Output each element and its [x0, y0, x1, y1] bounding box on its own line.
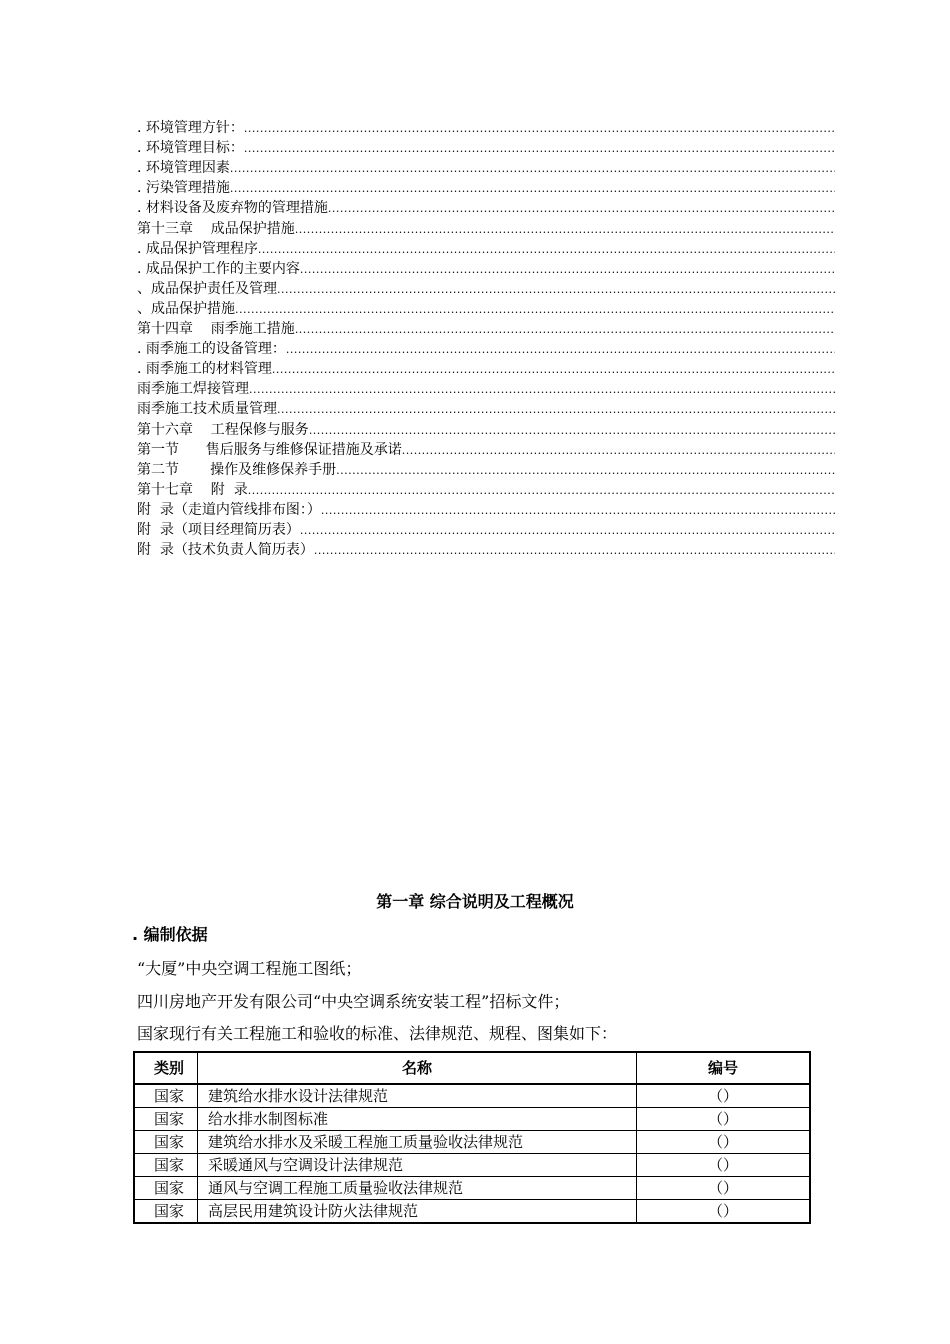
toc-entry-text: . 雨季施工的材料管理: [137, 361, 272, 378]
toc-leader-dots: [309, 422, 835, 440]
toc-entry-text: . 污染管理措施: [137, 180, 230, 197]
toc-entry[interactable]: [137, 218, 835, 238]
cell-category: 国家: [134, 1084, 198, 1108]
toc-leader-dots: [321, 502, 835, 520]
cell-name: 通风与空调工程施工质量验收法律规范: [198, 1177, 637, 1200]
toc-leader-dots: [295, 321, 835, 339]
paragraph-tender-document: 四川房地产开发有限公司“中央空调系统安装工程”招标文件；: [137, 992, 570, 1011]
cell-category: 国家: [134, 1108, 198, 1131]
toc-entry-text: . 环境管理方针：: [137, 120, 244, 137]
table-row: [134, 1200, 810, 1224]
table-row: [134, 1084, 810, 1108]
toc-leader-dots: [300, 522, 835, 540]
toc-entry[interactable]: [137, 118, 835, 138]
cell-category: 国家: [134, 1154, 198, 1177]
toc-entry-text: 第十四章 雨季施工措施: [137, 321, 295, 338]
paragraph-drawings: “大厦”中央空调工程施工图纸；: [137, 959, 362, 978]
table-of-contents: [137, 118, 835, 560]
cell-name: 高层民用建筑设计防火法律规范: [198, 1200, 637, 1224]
toc-entry-text: . 材料设备及废弃物的管理措施: [137, 200, 328, 217]
toc-entry[interactable]: [137, 359, 835, 379]
toc-leader-dots: [336, 462, 835, 480]
toc-leader-dots: [258, 241, 835, 259]
toc-leader-dots: [314, 542, 835, 560]
toc-entry-text: . 成品保护工作的主要内容: [137, 260, 300, 277]
toc-entry[interactable]: [137, 138, 835, 158]
toc-entry[interactable]: [137, 379, 835, 399]
standards-table: [133, 1051, 811, 1224]
toc-entry[interactable]: [137, 480, 835, 500]
toc-entry-text: . 成品保护管理程序: [137, 240, 258, 257]
toc-entry-text: 雨季施工焊接管理: [137, 381, 249, 398]
cell-number: （）: [637, 1131, 811, 1154]
toc-leader-dots: [244, 140, 835, 158]
toc-leader-dots: [295, 221, 835, 239]
table-header-row: [134, 1052, 810, 1084]
cell-name: 建筑给水排水及采暖工程施工质量验收法律规范: [198, 1131, 637, 1154]
column-header-category: 类别: [134, 1052, 198, 1084]
toc-leader-dots: [272, 361, 835, 379]
cell-name: 给水排水制图标准: [198, 1108, 637, 1131]
toc-entry[interactable]: [137, 419, 835, 439]
chapter-title: 第一章 综合说明及工程概况: [376, 892, 574, 911]
toc-leader-dots: [248, 482, 835, 500]
cell-category: 国家: [134, 1131, 198, 1154]
toc-entry[interactable]: [137, 500, 835, 520]
paragraph-standards-intro: 国家现行有关工程施工和验收的标准、法律规范、规程、图集如下：: [137, 1024, 618, 1043]
toc-entry-text: 、成品保护责任及管理: [137, 280, 277, 297]
table-row: [134, 1154, 810, 1177]
toc-entry-text: . 环境管理因素: [137, 160, 230, 177]
column-header-name: 名称: [198, 1052, 637, 1084]
toc-entry[interactable]: [137, 520, 835, 540]
cell-number: （）: [637, 1154, 811, 1177]
toc-leader-dots: [286, 341, 835, 359]
cell-number: （）: [637, 1084, 811, 1108]
table-row: [134, 1108, 810, 1131]
column-header-number: 编号: [637, 1052, 811, 1084]
toc-entry[interactable]: [137, 198, 835, 218]
toc-entry-text: 第十七章 附 录: [137, 481, 248, 498]
toc-entry-text: 附 录（技术负责人简历表）: [137, 542, 314, 559]
toc-leader-dots: [277, 281, 835, 299]
toc-entry[interactable]: [137, 399, 835, 419]
cell-category: 国家: [134, 1200, 198, 1224]
cell-number: （）: [637, 1200, 811, 1224]
toc-entry[interactable]: [137, 460, 835, 480]
toc-entry[interactable]: [137, 158, 835, 178]
toc-entry[interactable]: [137, 540, 835, 560]
toc-entry-text: 第一节 售后服务与维修保证措施及承诺: [137, 441, 402, 458]
table-row: [134, 1177, 810, 1200]
toc-entry-text: 附 录（项目经理简历表）: [137, 521, 300, 538]
toc-entry-text: 、成品保护措施: [137, 300, 235, 317]
toc-leader-dots: [300, 261, 835, 279]
toc-leader-dots: [328, 200, 835, 218]
toc-leader-dots: [402, 442, 835, 460]
toc-entry-text: 第十六章 工程保修与服务: [137, 421, 309, 438]
toc-entry-text: 附 录（走道内管线排布图：）: [137, 501, 321, 518]
cell-category: 国家: [134, 1177, 198, 1200]
toc-entry[interactable]: [137, 319, 835, 339]
toc-leader-dots: [244, 120, 835, 138]
toc-entry-text: . 环境管理目标：: [137, 140, 244, 157]
toc-leader-dots: [235, 301, 835, 319]
toc-entry[interactable]: [137, 440, 835, 460]
cell-name: 建筑给水排水设计法律规范: [198, 1084, 637, 1108]
table-row: [134, 1131, 810, 1154]
toc-entry[interactable]: [137, 279, 835, 299]
toc-entry-text: 第十三章 成品保护措施: [137, 220, 295, 237]
toc-entry[interactable]: [137, 239, 835, 259]
toc-entry[interactable]: [137, 259, 835, 279]
toc-entry[interactable]: [137, 339, 835, 359]
toc-entry[interactable]: [137, 178, 835, 198]
cell-name: 采暖通风与空调设计法律规范: [198, 1154, 637, 1177]
toc-leader-dots: [277, 401, 835, 419]
toc-leader-dots: [230, 160, 835, 178]
toc-entry[interactable]: [137, 299, 835, 319]
section-title: . 编制依据: [132, 925, 208, 944]
toc-entry-text: 雨季施工技术质量管理: [137, 401, 277, 418]
toc-entry-text: . 雨季施工的设备管理：: [137, 341, 286, 358]
toc-entry-text: 第二节 操作及维修保养手册: [137, 461, 337, 478]
cell-number: （）: [637, 1177, 811, 1200]
cell-number: （）: [637, 1108, 811, 1131]
toc-leader-dots: [249, 381, 835, 399]
toc-leader-dots: [230, 180, 835, 198]
